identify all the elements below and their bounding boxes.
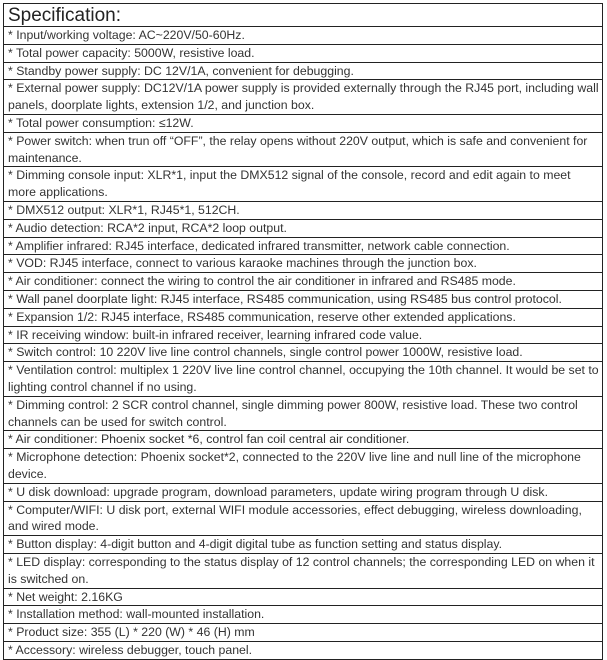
spec-row-vod: * VOD: RJ45 interface, connect to various karaoke machines through the junction box. [4,255,602,273]
specification-heading: Specification: [4,4,602,27]
spec-row-external-power-supply: * External power supply: DC12V/1A power supply is provided externally through the RJ45 port, including wall panels, doorplate lights, extension 1/2, and junction box. [4,80,602,115]
spec-row-dimming-control: * Dimming control: 2 SCR control channel, single dimming power 800W, resistive load. These two control channels can be used for switch control. [4,397,602,432]
spec-row-expansion: * Expansion 1/2: RJ45 interface, RS485 communication, reserve other extended applications. [4,309,602,327]
spec-row-installation-method: * Installation method: wall-mounted installation. [4,606,602,624]
spec-row-dimming-console-input: * Dimming console input: XLR*1, input the DMX512 signal of the console, record and edit again to meet more applications. [4,167,602,202]
spec-row-computer-wifi: * Computer/WIFI: U disk port, external WIFI module accessories, effect debugging, wireless downloading, and wired mode. [4,502,602,537]
spec-row-accessory: * Accessory: wireless debugger, touch panel. [8,642,253,657]
spec-row-total-power-consumption: * Total power consumption: ≤12W. [4,115,602,133]
spec-row-ir-receiving-window: * IR receiving window: built-in infrared receiver, learning infrared code value. [4,327,602,345]
spec-row-switch-control: * Switch control: 10 220V live line control channels, single control power 1000W, resistive load. [4,344,602,362]
spec-row-input-voltage: * Input/working voltage: AC~220V/50-60Hz. [4,27,602,45]
spec-row-u-disk-download: * U disk download: upgrade program, download parameters, update wiring program through U disk. [4,484,602,502]
spec-row-power-switch: * Power switch: when trun off “OFF”, the relay opens without 220V output, which is safe and convenient for maintenance. [4,133,602,168]
spec-row-wall-panel-doorplate-light: * Wall panel doorplate light: RJ45 interface, RS485 communication, using RS485 bus control protocol. [4,291,602,309]
spec-row-ventilation-control: * Ventilation control: multiplex 1 220V live line control channel, occupying the 10th channel. It would be set to lighting control channel if no using. [4,362,602,397]
spec-row-product-size: * Product size: 355 (L) * 220 (W) * 46 (H) mm [4,624,602,642]
spec-row-air-conditioner-socket: * Air conditioner: Phoenix socket *6, control fan coil central air conditioner. [4,431,602,449]
spec-row-standby-power-supply: * Standby power supply: DC 12V/1A, convenient for debugging. [4,63,602,81]
spec-row-air-conditioner-mode: * Air conditioner: connect the wiring to control the air conditioner in infrared and RS485 mode. [4,273,602,291]
spec-row-led-display: * LED display: corresponding to the status display of 12 control channels; the corresponding LED on when it is switched on. [4,554,602,589]
spec-row-audio-detection: * Audio detection: RCA*2 input, RCA*2 loop output. [4,220,602,238]
specification-table [3,3,603,660]
spec-row-total-power-capacity: * Total power capacity: 5000W, resistive load. [4,45,602,63]
spec-row-dmx512-output: * DMX512 output: XLR*1, RJ45*1, 512CH. [4,202,602,220]
spec-row-amplifier-infrared: * Amplifier infrared: RJ45 interface, dedicated infrared transmitter, network cable connection. [4,238,602,256]
spec-row-net-weight: * Net weight: 2.16KG [4,589,602,607]
spec-row-microphone-detection: * Microphone detection: Phoenix socket*2, connected to the 220V live line and null line of the microphone device. [4,449,602,484]
spec-row-button-display: * Button display: 4-digit button and 4-digit digital tube as function setting and status display. [4,536,602,554]
